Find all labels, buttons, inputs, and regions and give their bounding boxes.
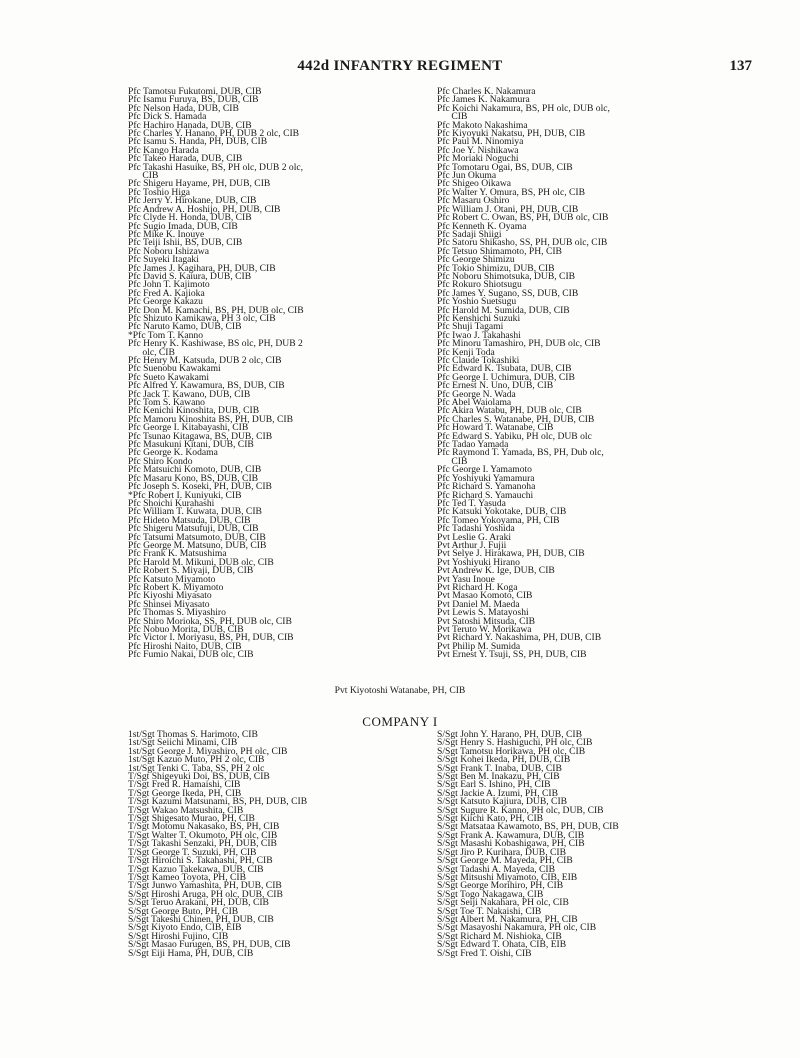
roster-entry: Pfc Shuji Tagami (437, 321, 504, 333)
roster-entry: Pfc Robert S. Miyaji, DUB, CIB (128, 565, 254, 577)
roster-entry: Pfc Isamu S. Handa, PH, DUB, CIB (128, 136, 268, 148)
roster-entry: Pfc Shiro Morioka, SS, PH, DUB olc, CIB (128, 615, 292, 627)
roster-entry: T/Sgt Kameo Toyota, PH, CIB (128, 871, 247, 883)
roster-entry: S/Sgt Frank A. Kawamura, DUB, CIB (437, 829, 585, 841)
roster-entry: Pfc Kenji Toda (437, 346, 495, 358)
roster-entry: Pfc Raymond T. Yamada, BS, PH, Dub olc, (437, 447, 604, 459)
roster-entry: T/Sgt Motomu Nakasako, BS, PH, CIB (128, 821, 280, 833)
roster-entry: Pfc Katsuki Yokotake, DUB, CIB (437, 506, 567, 518)
roster-entry: Pfc Joe Y. Nishikawa (437, 144, 519, 156)
roster-entry: Pfc Robert K. Miyamoto (128, 581, 224, 593)
roster-entry: Pfc Suenobu Kawakami (128, 363, 221, 375)
roster-entry: Pfc Jerry Y. Hirokane, DUB, CIB (128, 195, 257, 207)
roster-entry: Pfc Iwao J. Takahashi (437, 329, 521, 341)
roster-entry-centered: Pvt Kiyotoshi Watanabe, PH, CIB (334, 685, 466, 696)
roster-entry: S/Sgt Hiroshi Aruga, PH olc, DUB, CIB (128, 888, 283, 900)
roster-entry: Pfc Abel Waiolama (437, 397, 512, 409)
roster-entry: Pfc Tomeo Yokoyama, PH, CIB (437, 514, 560, 526)
roster-entry: T/Sgt Walter T. Okumoto, PH olc, CIB (128, 829, 278, 841)
roster-entry: T/Sgt Takashi Senzaki, PH, DUB, CIB (128, 838, 277, 850)
roster-entry: *Pfc Tom T. Kanno (128, 329, 204, 341)
roster-entry: Pvt Yoshiyuki Hirano (437, 556, 520, 568)
roster-column-right-bottom (437, 731, 767, 958)
roster-entry: S/Sgt Frank T. Inaba, DUB, CIB (437, 762, 562, 774)
roster-entry: Pfc Moriaki Noguchi (437, 153, 519, 165)
roster-entry: Pfc William T. Kuwata, DUB, CIB (128, 506, 262, 518)
roster-entry: Pfc Don M. Kamachi, BS, PH, DUB olc, CIB (128, 304, 304, 316)
roster-entry: Pfc Hideto Matsuda, DUB, CIB (128, 514, 251, 526)
roster-entry: Pfc Toshio Higa (128, 186, 191, 198)
roster-entry: Pfc Alfred Y. Kawamura, BS, DUB, CIB (128, 380, 285, 392)
roster-entry: T/Sgt Wakao Matsushita, CIB (128, 804, 244, 816)
roster-entry: Pvt Teruto W. Morikawa (437, 624, 532, 635)
roster-entry: S/Sgt Matsataa Kawamoto, BS, PH, DUB, CIB (437, 821, 619, 833)
roster-entry: Pfc Tadashi Yoshida (437, 523, 515, 535)
roster-entry: Pfc Charles K. Nakamura (437, 86, 536, 97)
roster-entry: CIB (128, 170, 159, 182)
roster-entry: S/Sgt Henry S. Hashiguchi, PH olc, CIB (437, 737, 593, 749)
roster-entry: Pfc James J. Kagihara, PH, DUB, CIB (128, 262, 276, 274)
roster-entry: T/Sgt George Ikeda, PH, CIB (128, 787, 242, 799)
roster-entry: Pfc Teiji Ishii, BS, DUB, CIB (128, 237, 243, 249)
roster-entry: Pfc Hiroshi Naito, DUB, CIB (128, 640, 242, 652)
roster-entry: Pvt Andrew K. Ige, DUB, CIB (437, 565, 555, 577)
roster-entry: T/Sgt Hiroichi S. Takahashi, PH, CIB (128, 855, 273, 867)
roster-entry: Pfc Thomas S. Miyashiro (128, 607, 226, 619)
roster-entry: 1st/Sgt Thomas S. Harimoto, CIB (128, 729, 258, 740)
roster-entry: Pfc George I. Kitabayashi, CIB (128, 422, 249, 434)
roster-entry: S/Sgt Seiji Nakahara, PH olc, CIB (437, 897, 569, 909)
roster-entry: Pfc Masaru Oshiro (437, 195, 510, 207)
roster-entry: Pfc Edward K. Tsubata, DUB, CIB (437, 363, 572, 375)
roster-entry: S/Sgt Hiroshi Fujino, CIB (128, 930, 229, 942)
section-title: COMPANY I (362, 714, 438, 729)
roster-entry: Pvt Philip M. Sumida (437, 640, 521, 652)
roster-entry: Pfc Mike K. Inouye (128, 228, 205, 240)
roster-entry: Pfc Fumio Nakai, DUB olc, CIB (128, 649, 254, 661)
roster-entry: Pvt Ernest Y. Tsuji, SS, PH, DUB, CIB (437, 649, 587, 661)
roster-entry: Pfc Suyeki Itagaki (128, 254, 199, 266)
roster-entry: Pfc Richard S. Yamanoha (437, 481, 536, 493)
roster-entry: Pfc Sueto Kawakami (128, 371, 209, 383)
roster-entry: Pvt Arthur J. Fujii (437, 539, 507, 551)
roster-entry: Pfc Robert C. Owan, BS, PH, DUB olc, CIB (437, 212, 609, 224)
roster-entry: 1st/Sgt Seiichi Minami, CIB (128, 737, 238, 749)
roster-entry: Pfc Jun Okuma (437, 170, 497, 182)
roster-entry: Pfc Tatsumi Matsumoto, DUB, CIB (128, 531, 266, 543)
roster-entry: S/Sgt Masao Furugen, BS, PH, DUB, CIB (128, 939, 291, 951)
roster-entry: Pfc Howard T. Watanabe, CIB (437, 422, 554, 434)
roster-entry: Pfc James Y. Sugano, SS, DUB, CIB (437, 287, 579, 299)
roster-entry: Pfc Shoichi Kurahashi (128, 497, 215, 509)
roster-entry: S/Sgt Togo Nakagawa, CIB (437, 888, 544, 900)
roster-entry: Pfc Jack T. Kawano, DUB, CIB (128, 388, 251, 400)
roster-entry: Pfc Tokio Shimizu, DUB, CIB (437, 262, 555, 274)
roster-entry: Pfc Paul M. Ninomiya (437, 136, 524, 148)
roster-entry: Pfc Tom S. Kawano (128, 397, 205, 409)
page-title: 442d INFANTRY REGIMENT (297, 58, 503, 74)
roster-entry: Pfc Rokuro Shiotsugu (437, 279, 522, 291)
roster-entry: Pfc Edward S. Yabiku, PH olc, DUB olc (437, 430, 592, 442)
roster-entry: Pfc Shizuto Kamikawa, PH 3 olc, CIB (128, 312, 276, 324)
roster-entry: Pfc Fred A. Kajioka (128, 287, 205, 299)
roster-entry: Pfc Satoru Shikasho, SS, PH, DUB olc, CIB (437, 237, 608, 249)
roster-entry: S/Sgt George Morihiro, PH, CIB (437, 880, 564, 892)
roster-entry: Pfc David S. Kaiura, DUB, CIB (128, 270, 252, 282)
roster-entry: Pfc Mamoru Kinoshita BS, PH, DUB, CIB (128, 413, 293, 425)
roster-entry: S/Sgt Fred T. Oishi, CIB (437, 947, 532, 959)
roster-entry: *Pfc Robert I. Kuniyuki, CIB (128, 489, 242, 501)
roster-entry: Pvt Masao Komoto, CIB (437, 590, 533, 602)
roster-entry: Pfc Charles S. Watanabe, PH, DUB, CIB (437, 413, 595, 425)
roster-entry: S/Sgt Jiro P. Kurihara, DUB, CIB (437, 846, 566, 858)
roster-entry: Pfc William J. Otani, PH, DUB, CIB (437, 203, 579, 215)
roster-entry: T/Sgt George T. Suzuki, PH, CIB (128, 846, 257, 858)
roster-entry: T/Sgt Fred R. Hamaishi, CIB (128, 779, 241, 791)
roster-entry: Pfc Isamu Furuya, BS, DUB, CIB (128, 94, 259, 106)
roster-entry: Pfc Walter Y. Omura, BS, PH olc, CIB (437, 186, 586, 198)
roster-column-right-top (437, 88, 767, 660)
roster-entry: Pfc Tomotaru Ogai, BS, DUB, CIB (437, 161, 573, 173)
roster-entry: Pfc Tetsuo Shimamoto, PH, CIB (437, 245, 562, 257)
roster-entry: Pvt Leslie G. Araki (437, 531, 512, 543)
roster-entry: Pfc Akira Watabu, PH, DUB olc, CIB (437, 405, 582, 417)
roster-entry: Pfc Noboru Ishizawa (128, 245, 209, 257)
roster-entry: S/Sgt Ben M. Inakazu, PH, CIB (437, 771, 560, 783)
roster-entry: T/Sgt Junwo Yamashita, PH, DUB, CIB (128, 880, 282, 892)
roster-entry: Pfc Kiyoshi Miyasato (128, 590, 212, 602)
roster-entry: Pfc John T. Kajimoto (128, 279, 210, 291)
roster-entry: Pfc Tsunao Kitagawa, BS, DUB, CIB (128, 430, 273, 442)
roster-entry: Pfc James K. Nakamura (437, 94, 530, 106)
roster-entry: Pfc George I. Yamamoto (437, 464, 532, 476)
roster-entry: Pfc Shigeru Hayame, PH, DUB, CIB (128, 178, 271, 190)
roster-entry: Pfc Yoshio Suetsugu (437, 296, 517, 308)
roster-entry: Pfc Shiro Kondo (128, 455, 193, 467)
roster-entry: Pfc Dick S. Hamada (128, 111, 207, 123)
roster-entry: Pfc Richard S. Yamauchi (437, 489, 534, 501)
roster-entry: Pfc Shigeru Matsufuji, DUB, CIB (128, 523, 259, 535)
roster-entry: Pfc Kenichi Kinoshita, DUB, CIB (128, 405, 260, 417)
roster-entry: Pfc Kiyoyuki Nakatsu, PH, DUB, CIB (437, 128, 586, 140)
roster-entry: S/Sgt Katsuto Kajiura, DUB, CIB (437, 796, 568, 808)
roster-entry: Pfc Hachiro Hanada, DUB, CIB (128, 119, 252, 131)
roster-entry: Pfc Nelson Hada, DUB, CIB (128, 102, 239, 114)
roster-entry: Pfc Tamotsu Fukutomi, DUB, CIB (128, 86, 262, 97)
roster-entry: Pfc Minoru Tamashiro, PH, DUB olc, CIB (437, 338, 601, 350)
roster-entry: Pfc Henry K. Kashiwase, BS olc, PH, DUB 2 (128, 338, 303, 350)
roster-entry: Pvt Richard Y. Nakashima, PH, DUB, CIB (437, 632, 602, 644)
roster-entry: Pfc Katsuto Miyamoto (128, 573, 216, 585)
roster-entry: S/Sgt Toe T. Nakaishi, CIB (437, 905, 542, 917)
roster-entry: Pfc Joseph S. Koseki, PH, DUB, CIB (128, 481, 272, 493)
roster-entry: Pfc George Kakazu (128, 296, 203, 308)
roster-entry: S/Sgt Tamotsu Horikawa, PH olc, CIB (437, 745, 586, 757)
page-header (0, 58, 800, 78)
roster-entry: S/Sgt Albert M. Nakamura, PH, CIB (437, 913, 578, 925)
roster-entry: Pvt Selye J. Hirakawa, PH, DUB, CIB (437, 548, 585, 560)
roster-entry: Pfc Sadaji Shiigi (437, 228, 502, 240)
roster-column-left-top (128, 88, 458, 660)
roster-entry: Pfc Harold M. Mikuni, DUB olc, CIB (128, 556, 274, 568)
roster-entry: T/Sgt Shigesato Murao, PH, CIB (128, 813, 255, 825)
roster-entry: Pfc Ted T. Yasuda (437, 497, 506, 509)
roster-entry: Pfc Naruto Kamo, DUB, CIB (128, 321, 242, 333)
roster-entry: S/Sgt Richard M. Nishioka, CIB (437, 930, 562, 942)
roster-entry: S/Sgt Edward T. Ohata, CIB, EIB (437, 939, 567, 951)
roster-entry: Pvt Yasu Inoue (437, 573, 495, 585)
roster-entry: Pfc Kenshichi Suzuki (437, 312, 521, 324)
roster-entry: Pvt Satoshi Mitsuda, CIB (437, 615, 536, 627)
roster-entry: Pfc Noboru Shimotsuka, DUB, CIB (437, 270, 576, 282)
roster-entry: S/Sgt George M. Mayeda, PH, CIB (437, 855, 573, 867)
roster-entry: Pfc George N. Wada (437, 388, 516, 400)
roster-entry: S/Sgt Earl S. Ishino, PH, CIB (437, 779, 551, 791)
roster-entry: olc, CIB (128, 346, 175, 358)
roster-entry: 1st/Sgt Kazuo Muto, PH 2 olc, CIB (128, 754, 265, 766)
roster-entry: CIB (437, 111, 468, 123)
roster-entry: S/Sgt Jackie A. Izumi, PH, CIB (437, 787, 558, 799)
roster-entry: 1st/Sgt George J. Miyashiro, PH olc, CIB (128, 745, 288, 757)
roster-entry: Pfc Makoto Nakashima (437, 119, 528, 131)
roster-entry: Pvt Daniel M. Maeda (437, 598, 520, 610)
roster-entry: Pfc George K. Kodama (128, 447, 218, 459)
roster-entry: Pfc Matsuichi Komoto, DUB, CIB (128, 464, 262, 476)
roster-entry: S/Sgt Sugure R. Kanno, PH olc, DUB, CIB (437, 804, 604, 816)
roster-entry: Pfc Charles Y. Hanano, PH, DUB 2 olc, CIB (128, 128, 300, 140)
roster-entry: Pfc Andrew A. Hoshijo, PH, DUB, CIB (128, 203, 281, 215)
roster-entry: Pfc George I. Uchimura, DUB, CIB (437, 371, 575, 383)
roster-entry: Pfc George M. Matsuno, DUB, CIB (128, 539, 267, 551)
roster-entry: T/Sgt Kazumi Matsunami, BS, PH, DUB, CIB (128, 796, 308, 808)
roster-entry: Pvt Richard H. Koga (437, 581, 518, 593)
roster-entry: Pfc Harold M. Sumida, DUB, CIB (437, 304, 570, 316)
roster-entry: Pfc Yoshiyuki Yamamura (437, 472, 535, 484)
roster-entry: Pfc Sugio Imada, DUB, CIB (128, 220, 238, 232)
roster-entry: T/Sgt Kazuo Takekawa, DUB, CIB (128, 863, 264, 875)
roster-entry: S/Sgt John Y. Harano, PH, DUB, CIB (437, 729, 582, 740)
roster-entry: S/Sgt Tadashi A. Mayeda, CIB (437, 863, 556, 875)
roster-entry: Pvt Lewis S. Matayoshi (437, 607, 529, 619)
roster-entry: Pfc Frank K. Matsushima (128, 548, 227, 560)
roster-entry: Pfc Takashi Hasuike, BS, PH olc, DUB 2 olc, (128, 161, 304, 173)
roster-entry: Pfc Ernest N. Uno, DUB, CIB (437, 380, 554, 392)
roster-entry: S/Sgt Eiji Hama, PH, DUB, CIB (128, 947, 254, 959)
roster-entry: S/Sgt Kohei Ikeda, PH, DUB, CIB (437, 754, 571, 766)
roster-entry: Pfc Shinsei Miyasato (128, 598, 210, 610)
roster-entry: S/Sgt Kiichi Kato, PH, CIB (437, 813, 544, 825)
roster-entry: S/Sgt Mitsushi Miyamoto, CIB, EIB (437, 871, 578, 883)
roster-entry: S/Sgt Takeshi Chinen, PH, DUB, CIB (128, 913, 274, 925)
roster-entry: Pfc Masukuni Kitani, DUB, CIB (128, 439, 254, 451)
roster-entry: Pfc Claude Tokashiki (437, 355, 520, 366)
page-number: 137 (729, 58, 752, 74)
roster-entry: Pfc Shigeo Oikawa (437, 178, 512, 190)
roster-entry: S/Sgt Teruo Arakani, PH, DUB, CIB (128, 897, 269, 909)
roster-entry: Pfc Clyde H. Honda, DUB, CIB (128, 212, 252, 224)
roster-entry: Pfc Tadao Yamada (437, 439, 509, 451)
roster-entry: Pfc Koichi Nakamura, BS, PH olc, DUB olc, (437, 102, 610, 114)
roster-entry: CIB (437, 455, 468, 467)
roster-entry: T/Sgt Shigeyuki Doi, BS, DUB, CIB (128, 771, 270, 783)
roster-entry: Pfc Henry M. Katsuda, DUB 2 olc, CIB (128, 355, 282, 366)
roster-entry: Pfc Kango Harada (128, 144, 199, 156)
roster-entry: 1st/Sgt Tenki C. Taba, SS, PH 2 olc (128, 762, 265, 774)
roster-entry: S/Sgt Kiyoto Endo, CIB, EIB (128, 922, 242, 934)
roster-entry: S/Sgt Masayoshi Nakamura, PH olc, CIB (437, 922, 597, 934)
roster-entry: Pfc Masaru Kono, BS, DUB, CIB (128, 472, 259, 484)
roster-column-left-bottom (128, 731, 458, 958)
roster-entry: Pfc George Shimizu (437, 254, 515, 266)
roster-entry: S/Sgt George Buto, PH, CIB (128, 905, 239, 917)
roster-entry: Pfc Takeo Harada, DUB, CIB (128, 153, 243, 165)
roster-entry: S/Sgt Masashi Kobashigawa, PH, CIB (437, 838, 585, 850)
roster-entry: Pfc Nobuo Morita, DUB, CIB (128, 624, 244, 635)
roster-entry: Pfc Victor I. Moriyasu, BS, PH, DUB, CIB (128, 632, 294, 644)
roster-entry: Pfc Kenneth K. Oyama (437, 220, 527, 232)
